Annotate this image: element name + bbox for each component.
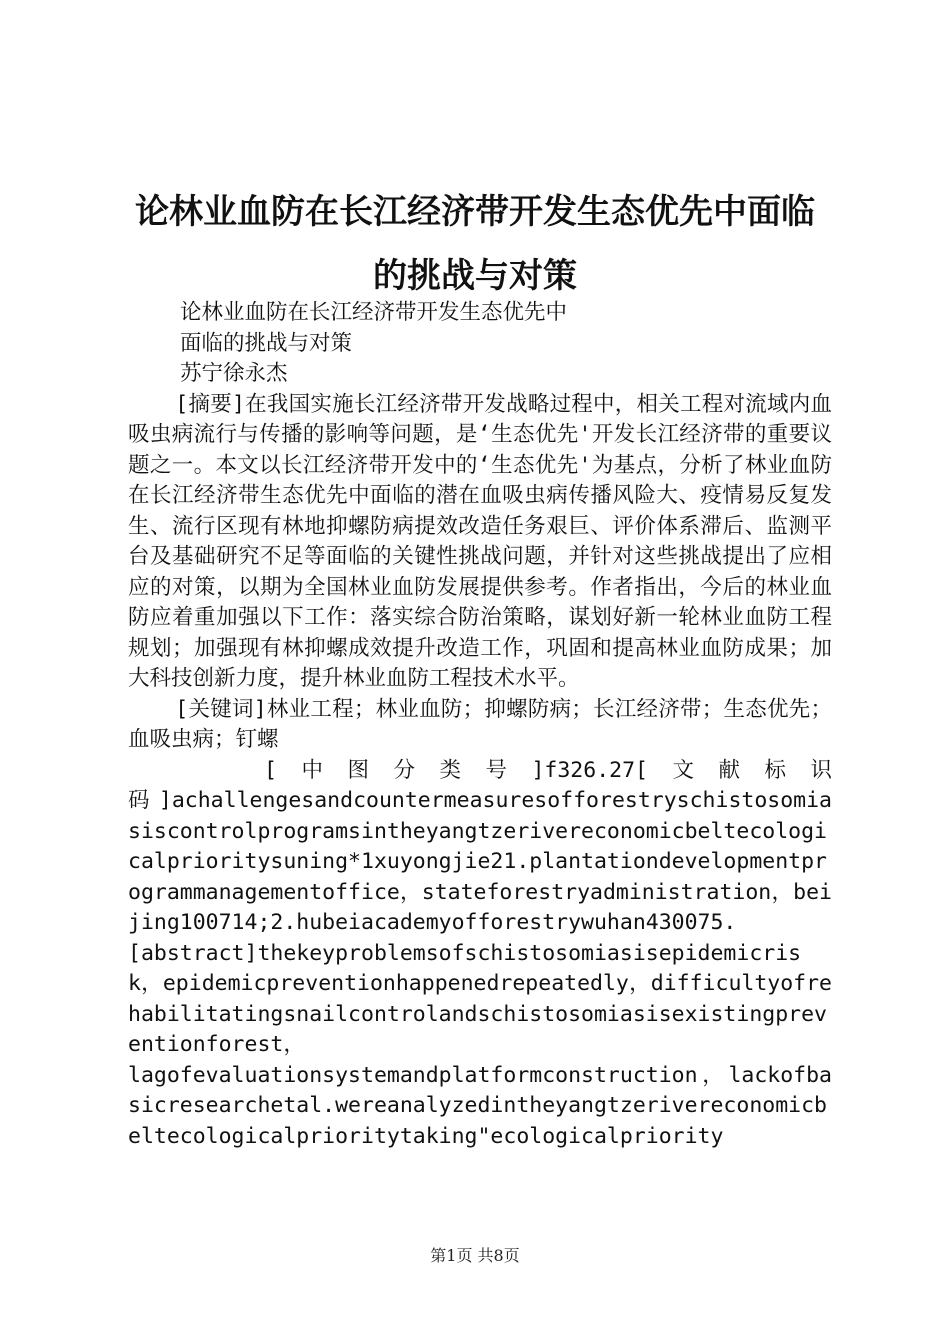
classification-line: [中图分类号]f326.27[文献标识	[264, 757, 832, 783]
page-footer: 第1页 共8页	[430, 1246, 520, 1265]
abstract-english-1: [abstract]thekeyproblemsofschistosomiasisepidemicrisk，epidemicpreventionhappenedrepeatedly，difficultyofrehabilitatingsnailcontrolandschistosomiasisexistingpreventionforest，	[128, 940, 832, 1057]
title-line-1: 论林业血防在长江经济带开发生态优先中面临	[135, 192, 815, 232]
author-line: 苏宁徐永杰	[180, 361, 288, 386]
english-title-block: 码]achallengesandcountermeasuresofforestryschistosomiasiscontrolprogramsintheyangtzerivereconomicbeltecologicalprioritysuning*1xuyongjie21.plantationdevelopmentprogrammanagementoffice，stateforestryadministration，beijing100714;2.hubeiacademyofforestrywuhan430075.	[128, 788, 832, 935]
keywords-chinese: [关键词]林业工程；林业血防；抑螺防病；长江经济带；生态优先；血吸虫病；钉螺	[128, 696, 832, 752]
document-title	[110, 180, 840, 308]
document-body	[128, 298, 832, 1152]
subtitle-line-2: 面临的挑战与对策	[180, 330, 353, 356]
title-line-2: 的挑战与对策	[373, 256, 577, 296]
subtitle-line-1: 论林业血防在长江经济带开发生态优先中	[180, 300, 568, 325]
abstract-chinese: [摘要]在我国实施长江经济带开发战略过程中，相关工程对流域内血吸虫病流行与传播的影响等问题，是‘生态优先'开发长江经济带的重要议题之一。本文以长江经济带开发中的‘生态优先'为基点，分析了林业血防在长江经济带生态优先中面临的潜在血吸虫病传播风险大、疫情易反复发生、流行区现有林地抑螺防病提效改造任务艰巨、评价体系滞后、监测平台及基础研究不足等面临的关键性挑战问题，并针对这些挑战提出了应相应的对策，以期为全国林业血防发展提供参考。作者指出，今后的林业血防应着重加强以下工作：落实综合防治策略，谋划好新一轮林业血防工程规划；加强现有林抑螺成效提升改造工作，巩固和提高林业血防成果；加大科技创新力度，提升林业血防工程技术水平。	[128, 391, 832, 691]
abstract-english-2: lagofevaluationsystemandplatformconstruction，lackofbasicresearchetal.wereanalyzedintheyangtzerivereconomicbeltecologicalprioritytaking"ecologicalpriority	[128, 1062, 832, 1149]
